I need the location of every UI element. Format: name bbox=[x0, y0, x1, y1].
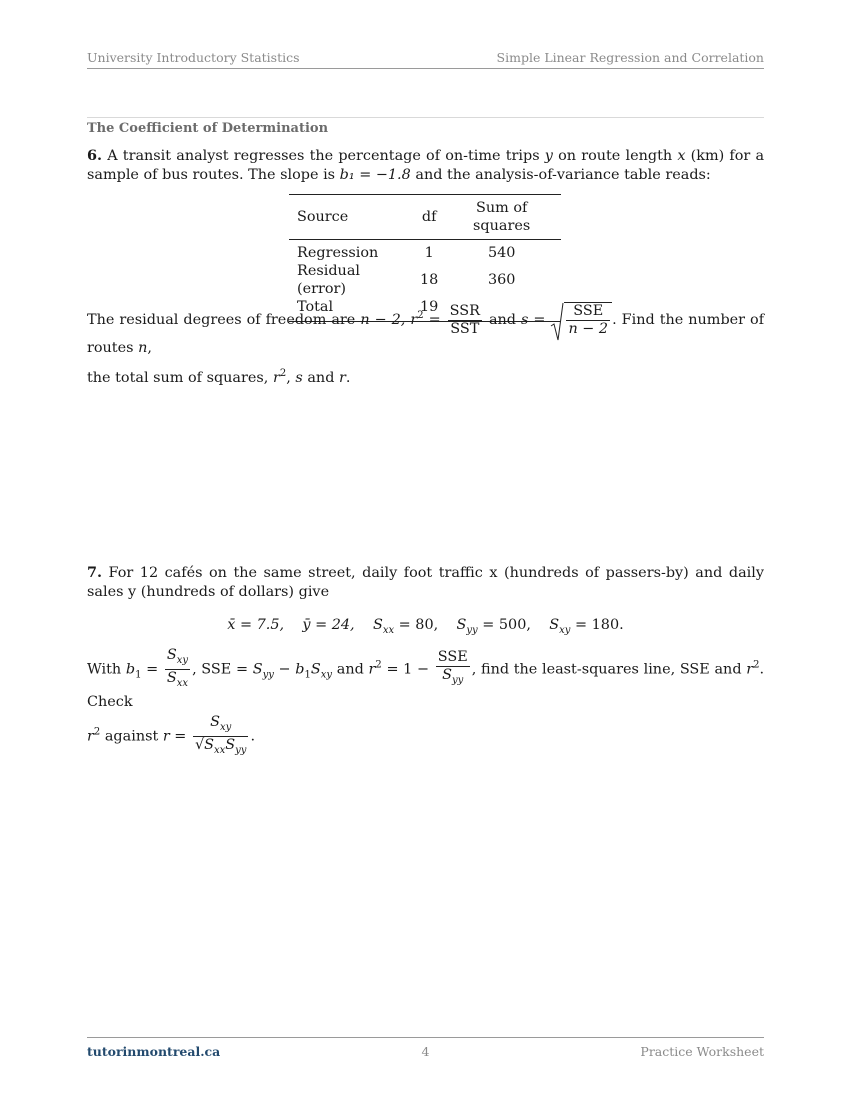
section-rule bbox=[87, 117, 764, 118]
table-row: Regression 1 540 bbox=[297, 245, 516, 261]
table-row: Residual (error) 18 360 bbox=[297, 263, 516, 297]
question-7-intro: 7. For 12 cafés on the same street, daily foot traffic x (hundreds of passers-by) and daily sales y (hundreds of dollars) give bbox=[87, 564, 764, 600]
footer-label: Practice Worksheet bbox=[640, 1044, 764, 1059]
header-chapter: Simple Linear Regression and Correlation bbox=[496, 50, 764, 65]
summary-stats: x̄ = 7.5, ȳ = 24, $S_{xx} = 80$, $S_{yy} = 500$, $S_{xy} = 180$. bbox=[227, 617, 624, 636]
footer-site[interactable]: tutorinmontreal.ca bbox=[87, 1044, 221, 1059]
b1-formula: $\frac{S_{xy}}{S_{xx}}$ bbox=[166, 647, 189, 689]
table-row: Total 19 bbox=[297, 299, 439, 315]
page-header bbox=[87, 50, 764, 69]
section-title: The Coefficient of Determination bbox=[87, 121, 329, 136]
sse-over-syy: $\frac{\text{SSE}}{S_{yy}}$ bbox=[437, 649, 468, 687]
table-header-row: Source df Sum of squares bbox=[289, 195, 561, 240]
question-7-body: With $b_1$ = $\frac{S_{xy}}{S_{xx}}$ , SSE = $S_{yy} - b_1S_{xy}$ and $r^2 = 1$ − $\frac{\text{SSE}}{S_{yy}}$ , find the least-squares line, SSE and $r^2$. Check $r^2$ against r = $\frac{S_{xy}}{√S_{xx}S_{yy}}$ . bbox=[87, 647, 764, 759]
header-course: University Introductory Statistics bbox=[87, 50, 300, 65]
slope-value: b₁ = −1.8 bbox=[339, 167, 411, 183]
r-formula: $\frac{S_{xy}}{√S_{xx}S_{yy}}$ bbox=[194, 713, 247, 756]
question-6-followup: The residual degrees of freedom are n − 2, $r^2$ = $\frac{\text{SSR}}{\text{SST}}$ and s = $\frac{\text{SSE}}{n - 2}$ . Find the number of routes n, the total sum of squares, $r^2$, s and r. bbox=[87, 302, 765, 386]
page-footer bbox=[87, 1037, 764, 1062]
question-number: 7. bbox=[87, 564, 103, 581]
ssr-over-sst: $\frac{\text{SSR}}{\text{SST}}$ bbox=[449, 302, 480, 337]
page-number: 4 bbox=[421, 1044, 430, 1059]
sqrt-formula: $\frac{\text{SSE}}{n - 2}$ bbox=[550, 302, 612, 338]
question-6-intro: 6. A transit analyst regresses the percentage of on-time trips y on route length x (km) for a sample of bus routes. The slope is b₁ = −1.8 and the analysis-of-variance table reads: bbox=[87, 147, 765, 183]
question-number: 6. bbox=[87, 147, 103, 164]
